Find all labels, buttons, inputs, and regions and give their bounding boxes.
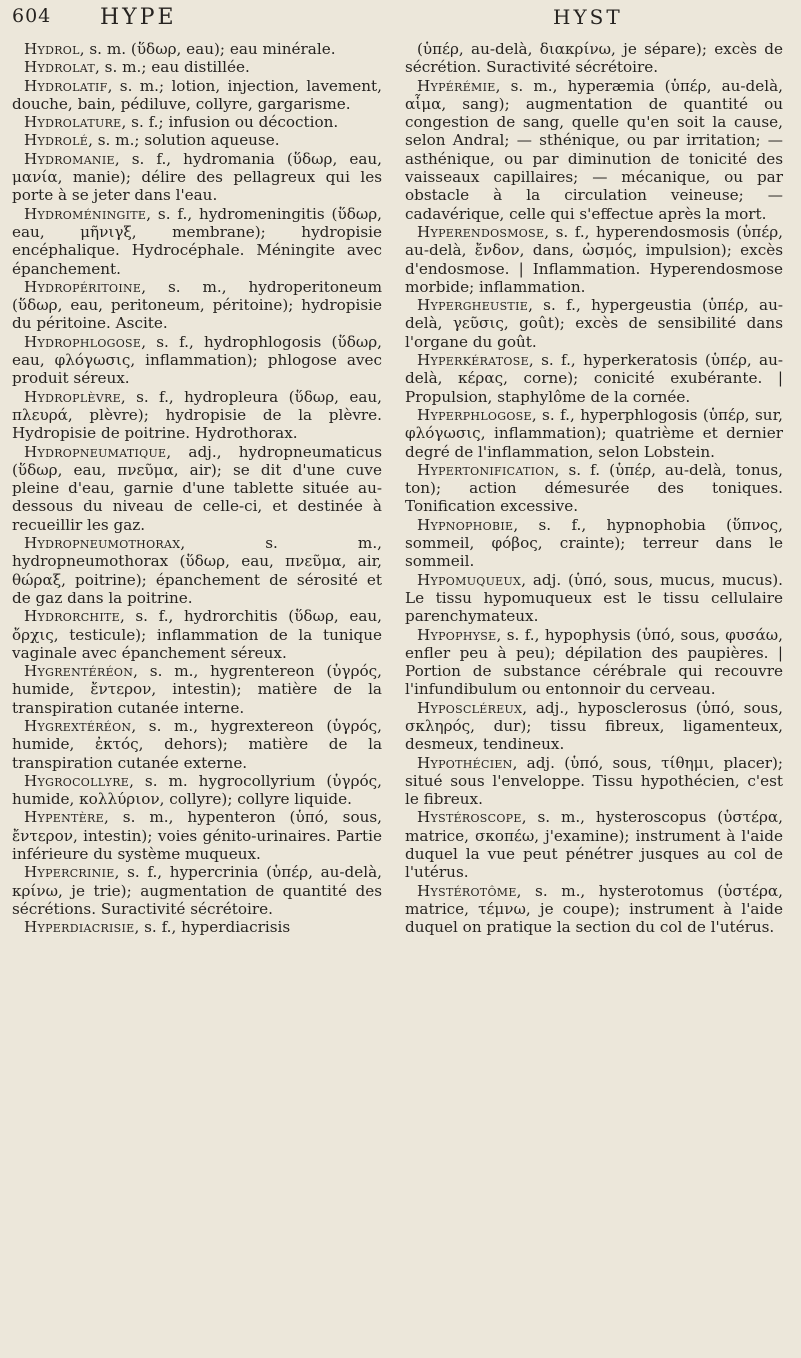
dictionary-entry: [12, 717, 382, 772]
dictionary-entry: [405, 626, 783, 699]
entry-headword: Hydrol: [24, 40, 80, 58]
entry-headword: Hypentère: [24, 808, 104, 827]
dictionary-entry: [12, 131, 382, 149]
entry-headword: Hydromanie: [24, 149, 115, 168]
entry-definition: , s. m.; solution aqueuse.: [88, 131, 280, 150]
dictionary-entry: [12, 534, 382, 607]
entry-definition: (ὑπέρ, au-delà, διακρίνω, je sépare); excès de sécrétion. Suractivité sécrétoire.: [405, 40, 783, 77]
dictionary-entry: [405, 516, 783, 571]
entry-definition: , s. f., hyperphlogosis (ὑπέρ, sur, φλόγωσις, inflammation); quatrième et dernier degré de l'inflammation, selon Lobstein.: [405, 405, 783, 461]
entry-definition: , s. m., hyperæmia (ὑπέρ, au-delà, αἷμα, sang); augmentation de quantité ou congestion de sang, quelle qu'en soit la cause, selon Andral; — sthénique, ou par irritation; — asthénique, ou par diminution de tonicité des vaisseaux capillaires; — mécanique, ou par obstacle à la circulation veineuse; — cadavérique, celle qui s'effectue après la mort.: [405, 76, 783, 223]
entry-headword: Hyperdiacrisie: [24, 918, 135, 937]
entry-headword: Hypothécien: [417, 753, 513, 772]
entry-headword: Hydropneumatique: [24, 442, 167, 461]
entry-headword: Hydroplèvre: [24, 387, 121, 406]
entry-headword: Hyperkératose: [417, 351, 529, 370]
dictionary-entry: [405, 40, 783, 77]
entry-definition: , s. f., hypophysis (ὑπό, sous, φυσάω, enfler peu à peu); dépilation des paupières. | Portion de substance cérébrale qui recouvre l'infundibulum ou entonnoir du cerveau.: [405, 625, 783, 699]
entry-definition: , s. f. (ὑπέρ, au-delà, tonus, ton); action démesurée des toniques. Tonification excessive.: [405, 460, 783, 516]
dictionary-entry: [12, 607, 382, 662]
dictionary-entry: [12, 662, 382, 717]
entry-headword: Hypnophobie: [417, 515, 514, 534]
dictionary-entry: [12, 58, 382, 76]
running-head-right: HYST: [553, 5, 623, 29]
dictionary-entry: [12, 333, 382, 388]
right-column: [405, 40, 783, 937]
entry-definition: , s. m. hygrocollyrium (ὑγρός, humide, κολλύριον, collyre); collyre liquide.: [12, 771, 382, 809]
entry-headword: Hydroméningite: [24, 204, 147, 223]
entry-definition: , s. f., hydromeningitis (ὕδωρ, eau, μῆνιγξ, membrane); hydropisie encéphalique. Hydrocéphale. Méningite avec épanchement.: [12, 204, 382, 278]
entry-definition: , s. m., hydropneumothorax (ὕδωρ, eau, πνεῦμα, air, θώραξ, poitrine); épanchement de sérosité et de gaz dans la poitrine.: [12, 534, 382, 607]
entry-headword: Hydrorchite: [24, 607, 120, 626]
entry-headword: Hypérémie: [417, 76, 496, 95]
entry-headword: Hypergheustie: [417, 296, 529, 315]
running-head-left: HYPE: [100, 5, 177, 30]
entry-definition: , s. f.; infusion ou décoction.: [121, 113, 339, 132]
dictionary-entry: [405, 351, 783, 406]
entry-definition: , s. m., hygrentereon (ὑγρός, humide, ἔντερον, intestin); matière de la transpiration cutanée interne.: [12, 662, 382, 717]
dictionary-entry: [12, 150, 382, 205]
entry-definition: , s. f., hypnophobia (ὕπνος, sommeil, φόβος, crainte); terreur dans le sommeil.: [405, 515, 783, 571]
entry-definition: , adj. (ὑπό, sous, τίθημι, placer); situé sous l'enveloppe. Tissu hypothécien, c'est le fibreux.: [405, 753, 783, 809]
entry-headword: Hydrolature: [24, 113, 122, 132]
entry-definition: , s. m. (ὕδωρ, eau); eau minérale.: [79, 40, 336, 58]
entry-definition: , s. f., hyperendosmosis (ὑπέρ, au-delà, ἔνδον, dans, ὠσμός, impulsion); excès d'endosmose. | Inflammation. Hyperendosmose morbide; inflammation.: [405, 222, 783, 296]
dictionary-entry: [405, 296, 783, 351]
dictionary-entry: [405, 77, 783, 223]
entry-headword: Hydrolatif: [24, 76, 108, 95]
dictionary-entry: [405, 571, 783, 626]
entry-definition: , s. m.; lotion, injection, lavement, douche, bain, pédiluve, collyre, gargarisme.: [12, 76, 382, 113]
dictionary-entry: [12, 918, 382, 936]
entry-definition: , s. m., hydroperitoneum (ὕδωρ, eau, peritoneum, péritoine); hydropisie du péritoine. Ascite.: [12, 277, 382, 333]
entry-headword: Hygrextéréon: [24, 716, 132, 735]
entry-headword: Hydropneumothorax: [24, 534, 181, 553]
dictionary-entry: [12, 113, 382, 131]
dictionary-entry: [12, 388, 382, 443]
dictionary-entry: [12, 443, 382, 534]
entry-headword: Hydropéritoine: [24, 277, 142, 296]
entry-headword: Hygrentéréon: [24, 662, 134, 681]
entry-headword: Hystérotôme: [417, 881, 517, 900]
dictionary-entry: [12, 205, 382, 278]
entry-definition: , s. f., hydrophlogosis (ὕδωρ, eau, φλόγωσις, inflammation); phlogose avec produit séreux.: [12, 332, 382, 388]
dictionary-entry: [12, 772, 382, 809]
dictionary-entry: [405, 223, 783, 296]
entry-definition: , adj., hyposclerosus (ὑπό, sous, σκληρός, dur); tissu fibreux, ligamenteux, desmeux, tendineux.: [405, 698, 783, 754]
entry-definition: , s. f., hydrorchitis (ὕδωρ, eau, ὄρχις, testicule); inflammation de la tunique vaginale avec épanchement séreux.: [12, 607, 382, 662]
running-header: [12, 5, 782, 37]
dictionary-entry: [12, 40, 382, 58]
entry-headword: Hydrolat: [24, 58, 96, 77]
entry-definition: , s. f., hypercrinia (ὑπέρ, au-delà, κρίνω, je trie); augmentation de quantité des sécrétions. Suractivité sécrétoire.: [12, 863, 382, 918]
dictionary-entry: [405, 754, 783, 809]
entry-definition: , s. f., hydromania (ὕδωρ, eau, μανία, manie); délire des pellagreux qui les porte à se jeter dans l'eau.: [12, 149, 382, 205]
entry-headword: Hydrolé: [24, 131, 89, 150]
dictionary-entry: [405, 882, 783, 937]
entry-headword: Hystéroscope: [417, 808, 522, 827]
dictionary-entry: [12, 77, 382, 114]
dictionary-entry: [12, 863, 382, 918]
entry-definition: , s. m., hygrextereon (ὑγρός, humide, ἐκτός, dehors); matière de la transpiration cutanée externe.: [12, 716, 382, 772]
entry-headword: Hyperendosmose: [417, 222, 545, 241]
dictionary-entry: [12, 278, 382, 333]
entry-definition: , s. m., hypenteron (ὑπό, sous, ἔντερον, intestin); voies génito-urinaires. Partie inférieure du système muqueux.: [12, 808, 382, 864]
dictionary-entry: [405, 699, 783, 754]
entry-headword: Hypomuqueux: [417, 570, 522, 589]
entry-headword: Hydrophlogose: [24, 332, 142, 351]
entry-headword: Hyposcléreux: [417, 698, 523, 717]
entry-definition: , s. f., hypergeustia (ὑπέρ, au-delà, γεῦσις, goût); excès de sensibilité dans l'organe du goût.: [405, 296, 783, 351]
entry-headword: Hyperphlogose: [417, 405, 532, 424]
dictionary-entry: [12, 808, 382, 863]
entry-headword: Hypophyse: [417, 625, 497, 644]
entry-definition: , adj. (ὑπό, sous, mucus, mucus). Le tissu hypomuqueux est le tissu cellulaire parenchymateux.: [405, 570, 783, 626]
entry-headword: Hypercrinie: [24, 863, 115, 882]
entry-headword: Hypertonification: [417, 460, 555, 479]
left-column: [12, 40, 382, 937]
dictionary-entry: [405, 406, 783, 461]
entry-definition: , s. f., hyperkeratosis (ὑπέρ, au-delà, κέρας, corne); conicité exubérante. | Propulsion, staphylôme de la cornée.: [405, 351, 783, 406]
entry-definition: , s. m.; eau distillée.: [95, 58, 250, 77]
entry-headword: Hygrocollyre: [24, 771, 130, 790]
entry-definition: , s. f., hyperdiacrisis: [134, 918, 291, 937]
entry-definition: , s. m., hysterotomus (ὑστέρα, matrice, τέμνω, je coupe); instrument à l'aide duquel on pratique la section du col de l'utérus.: [405, 881, 783, 937]
entry-definition: , s. f., hydropleura (ὕδωρ, eau, πλευρά, plèvre); hydropisie de la plèvre. Hydropisie de poitrine. Hydrothorax.: [12, 387, 382, 443]
entry-definition: , s. m., hysteroscopus (ὑστέρα, matrice, σκοπέω, j'examine); instrument à l'aide duquel la vue peut pénétrer jusques au col de l'utérus.: [405, 808, 783, 882]
dictionary-entry: [405, 461, 783, 516]
dictionary-entry: [405, 808, 783, 881]
entry-definition: , adj., hydropneumaticus (ὕδωρ, eau, πνεῦμα, air); se dit d'une cuve pleine d'eau, garnie d'une tablette située au-dessous du niveau de celle-ci, et destinée à recueillir les gaz.: [12, 442, 382, 534]
page-number: 604: [12, 5, 52, 27]
